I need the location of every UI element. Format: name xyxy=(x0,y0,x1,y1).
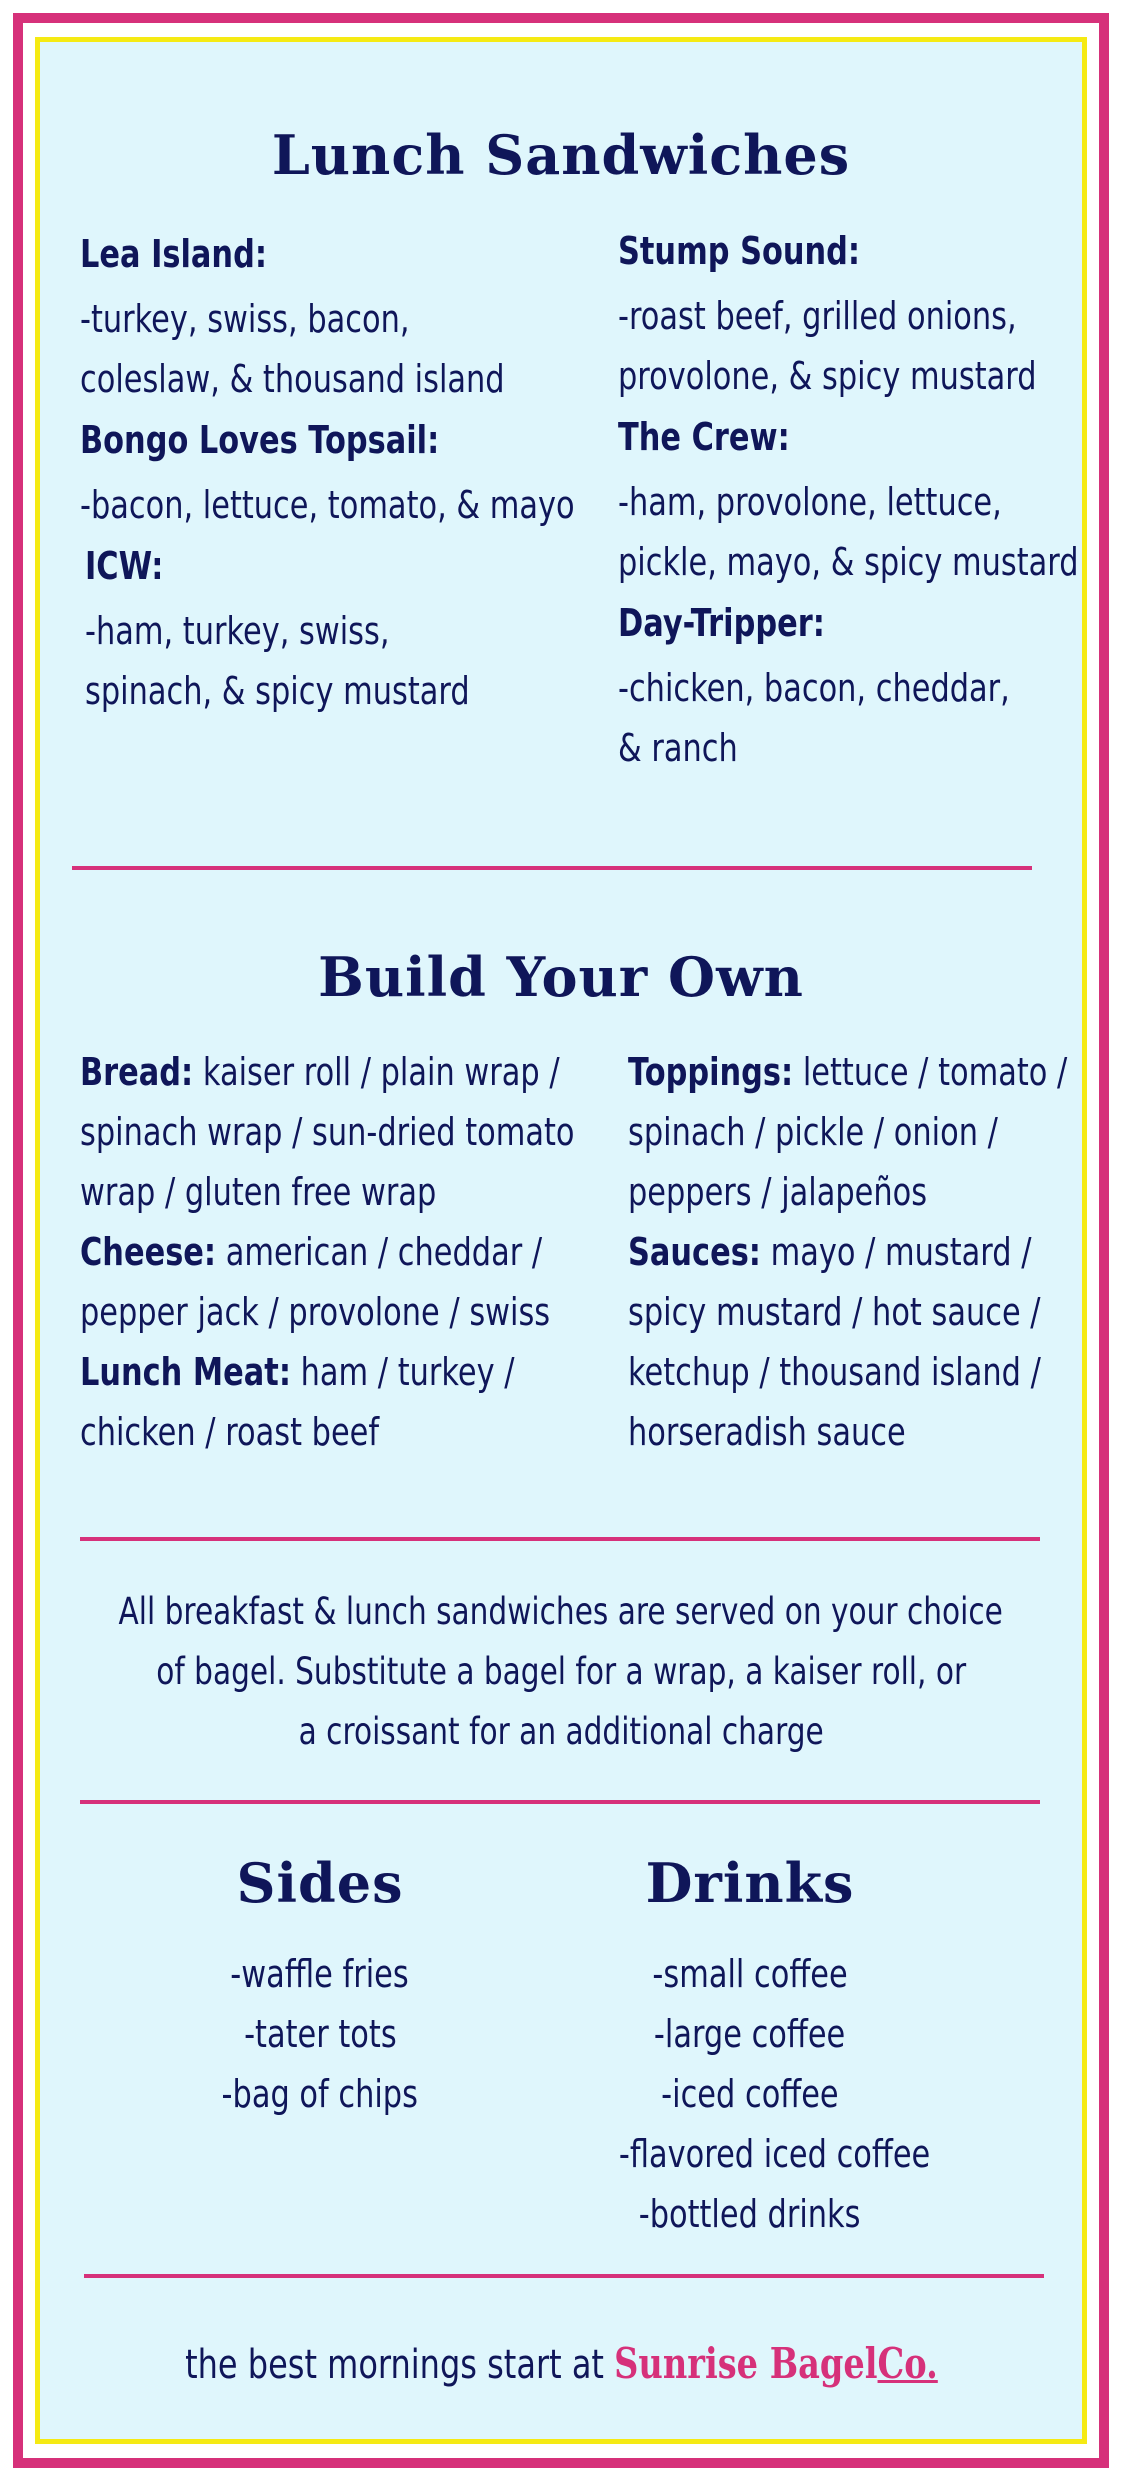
build-left-column xyxy=(80,1042,600,1462)
section-divider xyxy=(72,866,1032,870)
drink-item: -bottled drinks xyxy=(639,2192,861,2236)
toppings-options: peppers / jalapeños xyxy=(628,1170,928,1214)
sandwich-name: Day-Tripper: xyxy=(618,601,825,645)
sandwich-ingredients: -ham, provolone, lettuce, xyxy=(618,480,1002,524)
bread-options: wrap / gluten free wrap xyxy=(80,1170,437,1214)
section-divider xyxy=(80,1800,1040,1804)
sandwich-ingredients: -ham, turkey, swiss, xyxy=(85,609,390,653)
drink-item: -small coffee xyxy=(652,1952,848,1996)
sauces-options: ketchup / thousand island / xyxy=(628,1350,1041,1394)
drink-item: -iced coffee xyxy=(661,2072,839,2116)
cheese-options: Cheese: american / cheddar / xyxy=(80,1230,543,1274)
footer-tagline xyxy=(0,2334,1122,2394)
bread-options: spinach wrap / sun-dried tomato xyxy=(80,1110,575,1154)
sauces-label: Sauces: xyxy=(628,1230,761,1274)
lunch-sandwiches-heading: Lunch Sandwiches xyxy=(271,123,851,187)
sandwich-ingredients: spinach, & spicy mustard xyxy=(85,669,470,713)
sauces-options: horseradish sauce xyxy=(628,1410,906,1454)
sandwich-ingredients: & ranch xyxy=(618,726,738,770)
cheese-options: pepper jack / provolone / swiss xyxy=(80,1290,551,1334)
lunch-meat-label: Lunch Meat: xyxy=(80,1350,291,1394)
sandwich-ingredients: -bacon, lettuce, tomato, & mayo xyxy=(80,483,575,527)
sandwich-ingredients: pickle, mayo, & spicy mustard xyxy=(618,540,1079,584)
bread-options: Bread: kaiser roll / plain wrap / xyxy=(80,1050,560,1094)
side-item: -waffle fries xyxy=(230,1952,410,1996)
sandwich-ingredients: -roast beef, grilled onions, xyxy=(618,294,1017,338)
cheese-label: Cheese: xyxy=(80,1230,217,1274)
toppings-options: spinach / pickle / onion / xyxy=(628,1110,998,1154)
sides-heading: Sides xyxy=(236,1851,404,1915)
brand-name: Sunrise Bagel xyxy=(613,2339,878,2388)
sauces-options: spicy mustard / hot sauce / xyxy=(628,1290,1041,1334)
sides-list xyxy=(170,1944,470,2124)
note-line: a croissant for an additional charge xyxy=(298,1710,824,1753)
toppings-label: Toppings: xyxy=(628,1050,794,1094)
bread-label: Bread: xyxy=(80,1050,194,1094)
build-right-column xyxy=(628,1042,1088,1462)
lunch-meat-options: Lunch Meat: ham / turkey / xyxy=(80,1350,515,1394)
side-item: -bag of chips xyxy=(221,2072,419,2116)
lunch-left-column xyxy=(80,232,575,721)
sandwich-name: ICW: xyxy=(85,544,164,588)
brand-suffix: Co. xyxy=(877,2339,938,2388)
drink-item: -flavored iced coffee xyxy=(618,2132,931,2176)
drinks-heading: Drinks xyxy=(645,1851,855,1915)
drink-item: -large coffee xyxy=(654,2012,846,2056)
lunch-right-column xyxy=(618,229,1088,778)
sandwich-name: Bongo Loves Topsail: xyxy=(80,418,440,462)
tagline-text: the best mornings start at xyxy=(184,2342,614,2388)
sandwich-name: The Crew: xyxy=(618,415,790,459)
sandwich-ingredients: provolone, & spicy mustard xyxy=(618,354,1037,398)
build-your-own-heading: Build Your Own xyxy=(318,945,804,1009)
drinks-list xyxy=(580,1944,931,2244)
note-line: All breakfast & lunch sandwiches are served on your choice xyxy=(118,1590,1004,1633)
sandwich-name: Lea Island: xyxy=(80,232,267,276)
toppings-options: Toppings: lettuce / tomato / xyxy=(628,1050,1068,1094)
sandwich-name: Stump Sound: xyxy=(618,229,861,273)
section-divider xyxy=(84,2274,1044,2278)
sandwich-ingredients: coleslaw, & thousand island xyxy=(80,357,505,401)
bagel-note xyxy=(0,1582,1122,1762)
sandwich-ingredients: -chicken, bacon, cheddar, xyxy=(618,666,1010,710)
note-line: of bagel. Substitute a bagel for a wrap, a kaiser roll, or xyxy=(156,1650,966,1693)
side-item: -tater tots xyxy=(243,2012,397,2056)
sandwich-ingredients: -turkey, swiss, bacon, xyxy=(80,297,410,341)
section-divider xyxy=(80,1537,1040,1541)
lunch-meat-options: chicken / roast beef xyxy=(80,1410,380,1454)
sauces-options: Sauces: mayo / mustard / xyxy=(628,1230,1032,1274)
